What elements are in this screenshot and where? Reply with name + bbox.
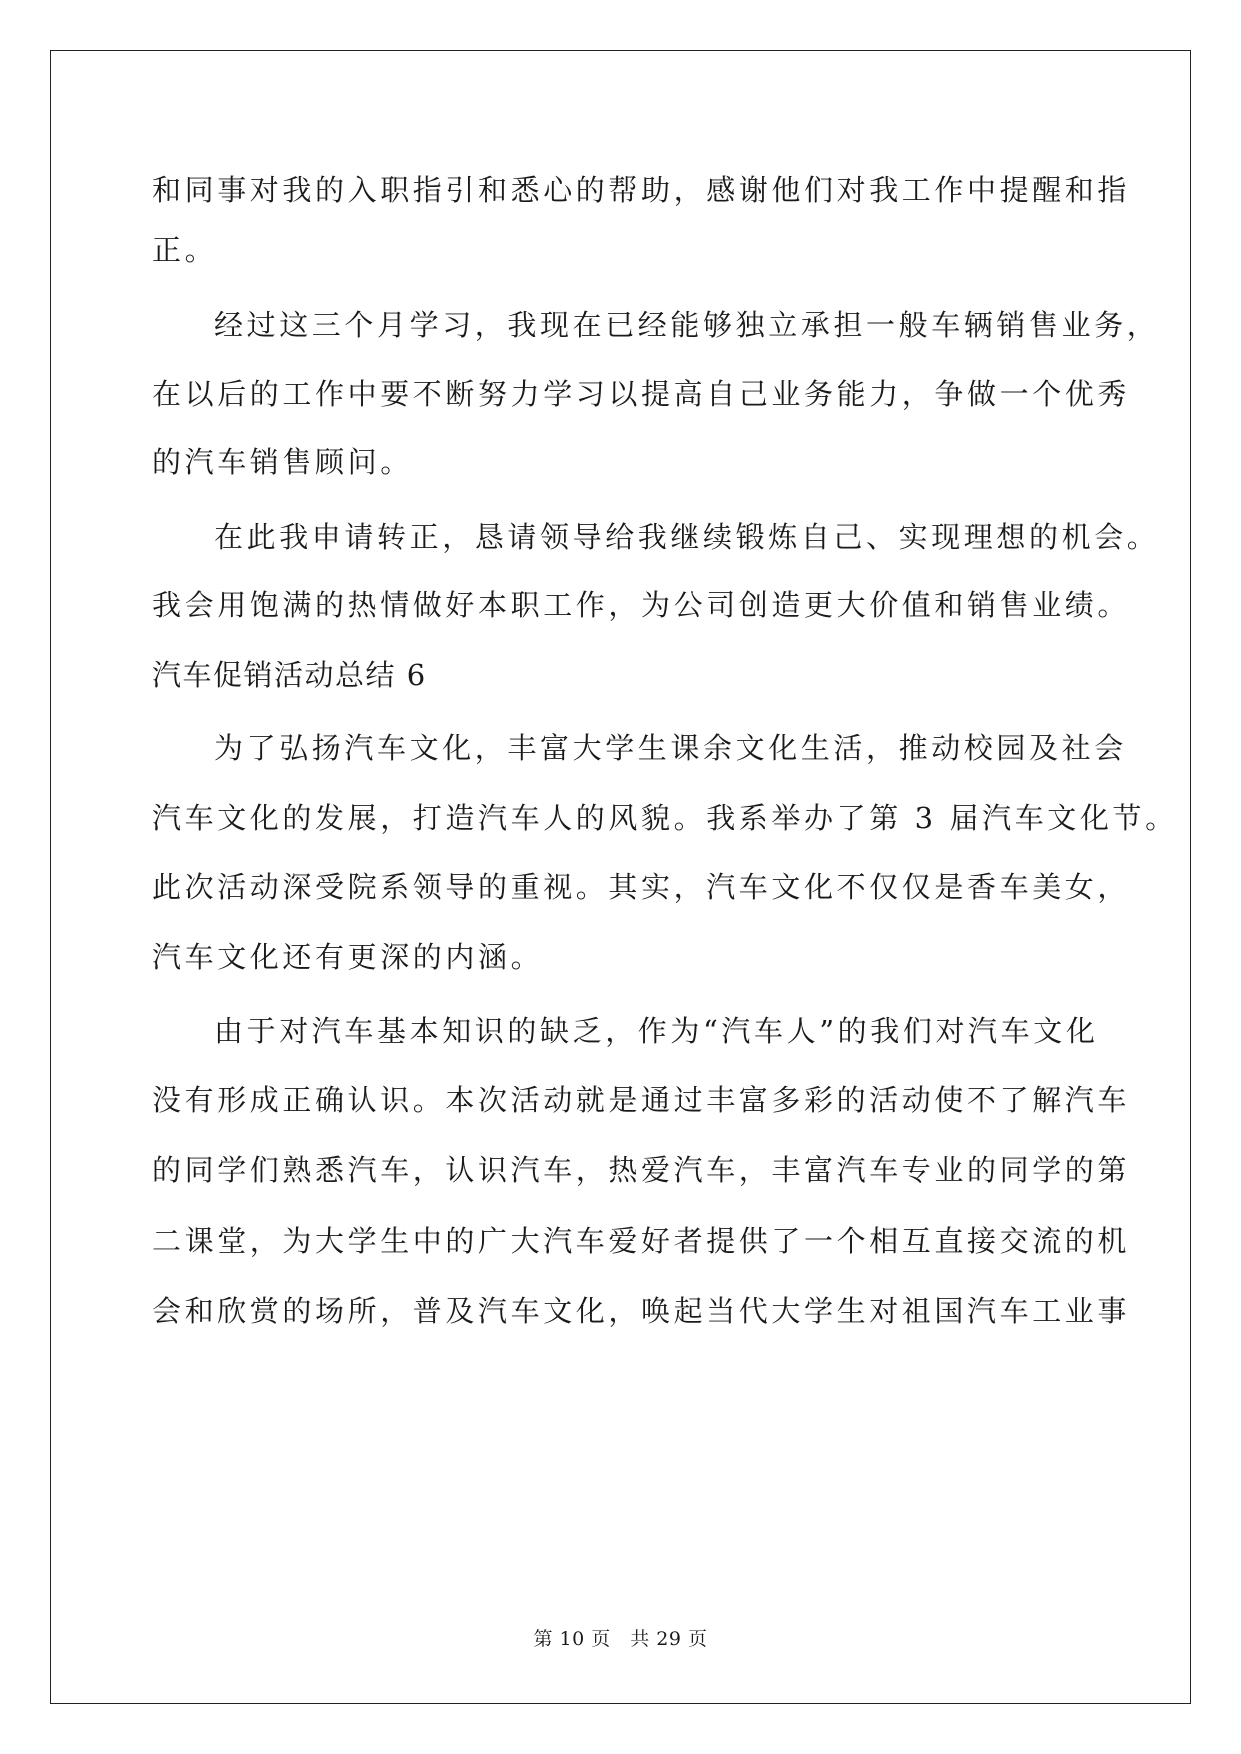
body-line-10: 汽车文化的发展，打造汽车人的风貌。我系举办了第 3 届汽车文化节。 (152, 801, 1178, 835)
body-line-5: 的汽车销售顾问。 (152, 445, 413, 479)
body-line-14: 没有形成正确认识。本次活动就是通过丰富多彩的活动使不了解汽车 (152, 1083, 1131, 1117)
body-line-11: 此次活动深受院系领导的重视。其实，汽车文化不仅仅是香车美女， (152, 870, 1131, 904)
body-line-6: 在此我申请转正，恳请领导给我继续锻炼自己、实现理想的机会。 (214, 520, 1160, 554)
body-line-9: 为了弘扬汽车文化，丰富大学生课余文化生活，推动校园及社会 (214, 731, 1127, 765)
body-line-7: 我会用饱满的热情做好本职工作，为公司创造更大价值和销售业绩。 (152, 588, 1131, 622)
body-line-13: 由于对汽车基本知识的缺乏，作为“汽车人”的我们对汽车文化 (214, 1014, 1099, 1048)
section-heading: 汽车促销活动总结 6 (152, 658, 427, 692)
body-line-2: 正。 (152, 233, 218, 267)
body-line-1: 和同事对我的入职指引和悉心的帮助，感谢他们对我工作中提醒和指 (152, 173, 1131, 207)
page-number: 第 10 页 共 29 页 (533, 1628, 708, 1650)
body-line-12: 汽车文化还有更深的内涵。 (152, 940, 544, 974)
body-line-15: 的同学们熟悉汽车，认识汽车，热爱汽车，丰富汽车专业的同学的第 (152, 1153, 1131, 1187)
body-line-3: 经过这三个月学习，我现在已经能够独立承担一般车辆销售业务， (214, 308, 1160, 342)
body-line-17: 会和欣赏的场所，普及汽车文化，唤起当代大学生对祖国汽车工业事 (152, 1294, 1131, 1328)
body-line-4: 在以后的工作中要不断努力学习以提高自己业务能力，争做一个优秀 (152, 377, 1131, 411)
body-line-16: 二课堂，为大学生中的广大汽车爱好者提供了一个相互直接交流的机 (152, 1224, 1131, 1258)
